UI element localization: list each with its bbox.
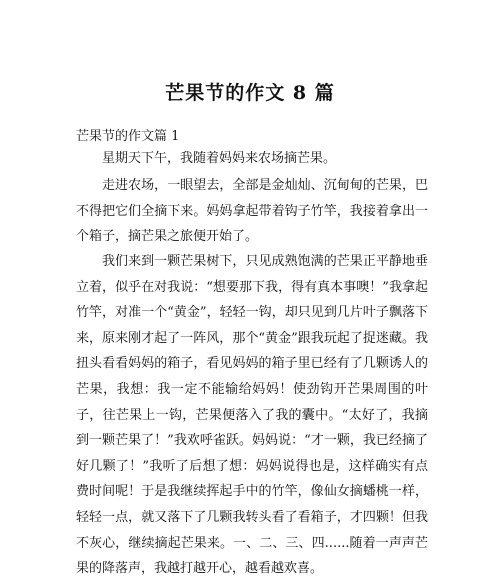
paragraph-2: 走进农场，一眼望去，全部是金灿灿、沉甸甸的芒果，巴不得把它们全摘下来。妈妈拿起带着钩子竹竿，我接着拿出一个箱子，摘芒果之旅便开始了。 (76, 178, 428, 245)
paragraph-3: 我们来到一颗芒果树下，只见成熟饱满的芒果正平静地垂立着，似乎在对我说：“想要那下我，得有真本事噢！”我拿起竹竿，对准一个“黄金”，轻轻一钩，却只见到几片叶子飘落下来，原来刚才起了一阵风，那个“黄金”跟我玩起了捉迷藏。我扭头看看妈妈的箱子，看见妈妈的箱子里已经有了几颗诱人的芒果，我想：我一定不能输给妈妈！使劲钩开芒果周围的叶子，往芒果上一钩，芒果便落入了我的囊中。“太好了，我摘到一颗芒果了！”我欢呼雀跃。妈妈说：“才一颗，我已经摘了好几颗了！”我听了后想了想：妈妈说得也是，这样确实有点费时间呢！于是我继续挥起手中的竹竿，像仙女摘蟠桃一样，轻轻一点，就又落下了几颗我转头看了看箱子，才四颗！但我不灰心，继续摘起芒果来。一、二、三、四......随着一声声芒果的降落声，我越打越开心，越看越欢喜。 (76, 254, 428, 577)
section-heading: 芒果节的作文篇 1 (76, 129, 180, 144)
document-title: 芒果节的作文 8 篇 (165, 82, 335, 104)
paragraph-1: 星期天下午，我随着妈妈来农场摘芒果。 (102, 151, 337, 166)
